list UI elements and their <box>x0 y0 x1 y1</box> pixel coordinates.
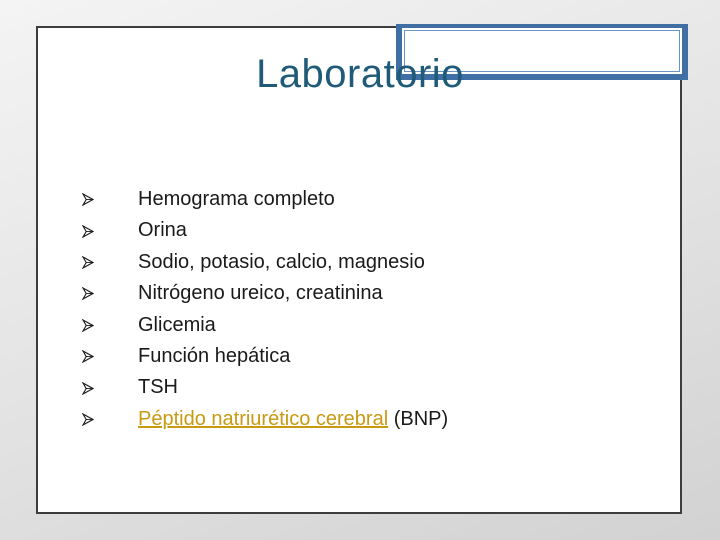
list-item <box>0 247 720 278</box>
list-item-text: TSH <box>138 376 178 399</box>
arrowhead-bullet-icon <box>81 247 95 278</box>
list-item-text: Glicemia <box>138 313 216 336</box>
list-item-text: Hemograma completo <box>138 188 335 210</box>
bullet-list <box>0 184 720 435</box>
bnp-link[interactable]: Péptido natriurético cerebral <box>138 407 389 430</box>
arrowhead-bullet-icon <box>81 310 95 341</box>
arrowhead-bullet-icon <box>81 404 95 435</box>
list-item-text: Sodio, potasio, calcio, magnesio <box>138 250 425 273</box>
list-item <box>0 372 720 403</box>
list-item-text <box>138 404 448 435</box>
arrowhead-bullet-icon <box>81 184 95 215</box>
slide-title: Laboratorio <box>256 52 464 96</box>
arrowhead-bullet-icon <box>81 278 95 309</box>
list-item-text: Nitrógeno ureico, creatinina <box>138 282 383 305</box>
list-item-text: Función hepática <box>138 344 291 367</box>
list-item <box>0 404 720 435</box>
list-item <box>0 184 720 215</box>
list-item <box>0 310 720 341</box>
list-item-suffix: (BNP) <box>388 407 449 430</box>
list-item-text: Orina <box>138 219 187 242</box>
list-item <box>0 341 720 372</box>
arrowhead-bullet-icon <box>81 341 95 372</box>
arrowhead-bullet-icon <box>81 372 95 403</box>
list-item <box>0 278 720 309</box>
arrowhead-bullet-icon <box>81 215 95 246</box>
list-item <box>0 215 720 246</box>
